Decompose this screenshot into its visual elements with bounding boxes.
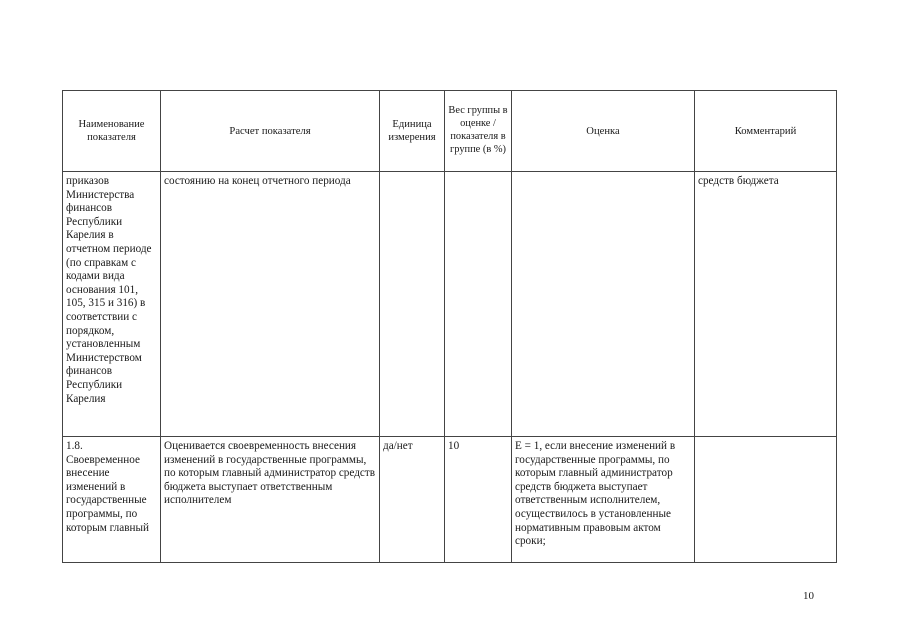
- cell-score: [512, 172, 695, 437]
- cell-unit: [380, 172, 445, 437]
- table-row: [63, 437, 837, 563]
- header-score: Оценка: [512, 91, 695, 172]
- cell-unit: да/нет: [380, 437, 445, 563]
- cell-weight: [445, 172, 512, 437]
- header-unit: Единица измерения: [380, 91, 445, 172]
- header-weight: Вес группы в оценке / показателя в группе (в %): [445, 91, 512, 172]
- header-indicator-calculation: Расчет показателя: [161, 91, 380, 172]
- cell-score: E = 1, если внесение изменений в государственные программы, по которым главный администратор средств бюджета выступает ответственным исполнителем, осуществилось в установленные нормативным правовым актом сроки;: [512, 437, 695, 563]
- cell-indicator-name: приказов Министерства финансов Республики Карелия в отчетном периоде (по справкам с кодами вида основания 101, 105, 315 и 316) в соответствии с порядком, установленным Министерством финансов Республики Карелия: [63, 172, 161, 437]
- table-header-row: [63, 91, 837, 172]
- page-number: 10: [803, 590, 814, 602]
- header-comment: Комментарий: [695, 91, 837, 172]
- cell-indicator-calculation: состоянию на конец отчетного периода: [161, 172, 380, 437]
- indicators-table: [62, 90, 837, 563]
- cell-indicator-name: 1.8. Своевременное внесение изменений в государственные программы, по которым главный: [63, 437, 161, 563]
- table-row: [63, 172, 837, 437]
- cell-comment: средств бюджета: [695, 172, 837, 437]
- cell-indicator-calculation: Оценивается своевременность внесения изменений в государственные программы, по которым главный администратор средств бюджета выступает ответственным исполнителем: [161, 437, 380, 563]
- cell-comment: [695, 437, 837, 563]
- header-indicator-name: Наименование показателя: [63, 91, 161, 172]
- cell-weight: 10: [445, 437, 512, 563]
